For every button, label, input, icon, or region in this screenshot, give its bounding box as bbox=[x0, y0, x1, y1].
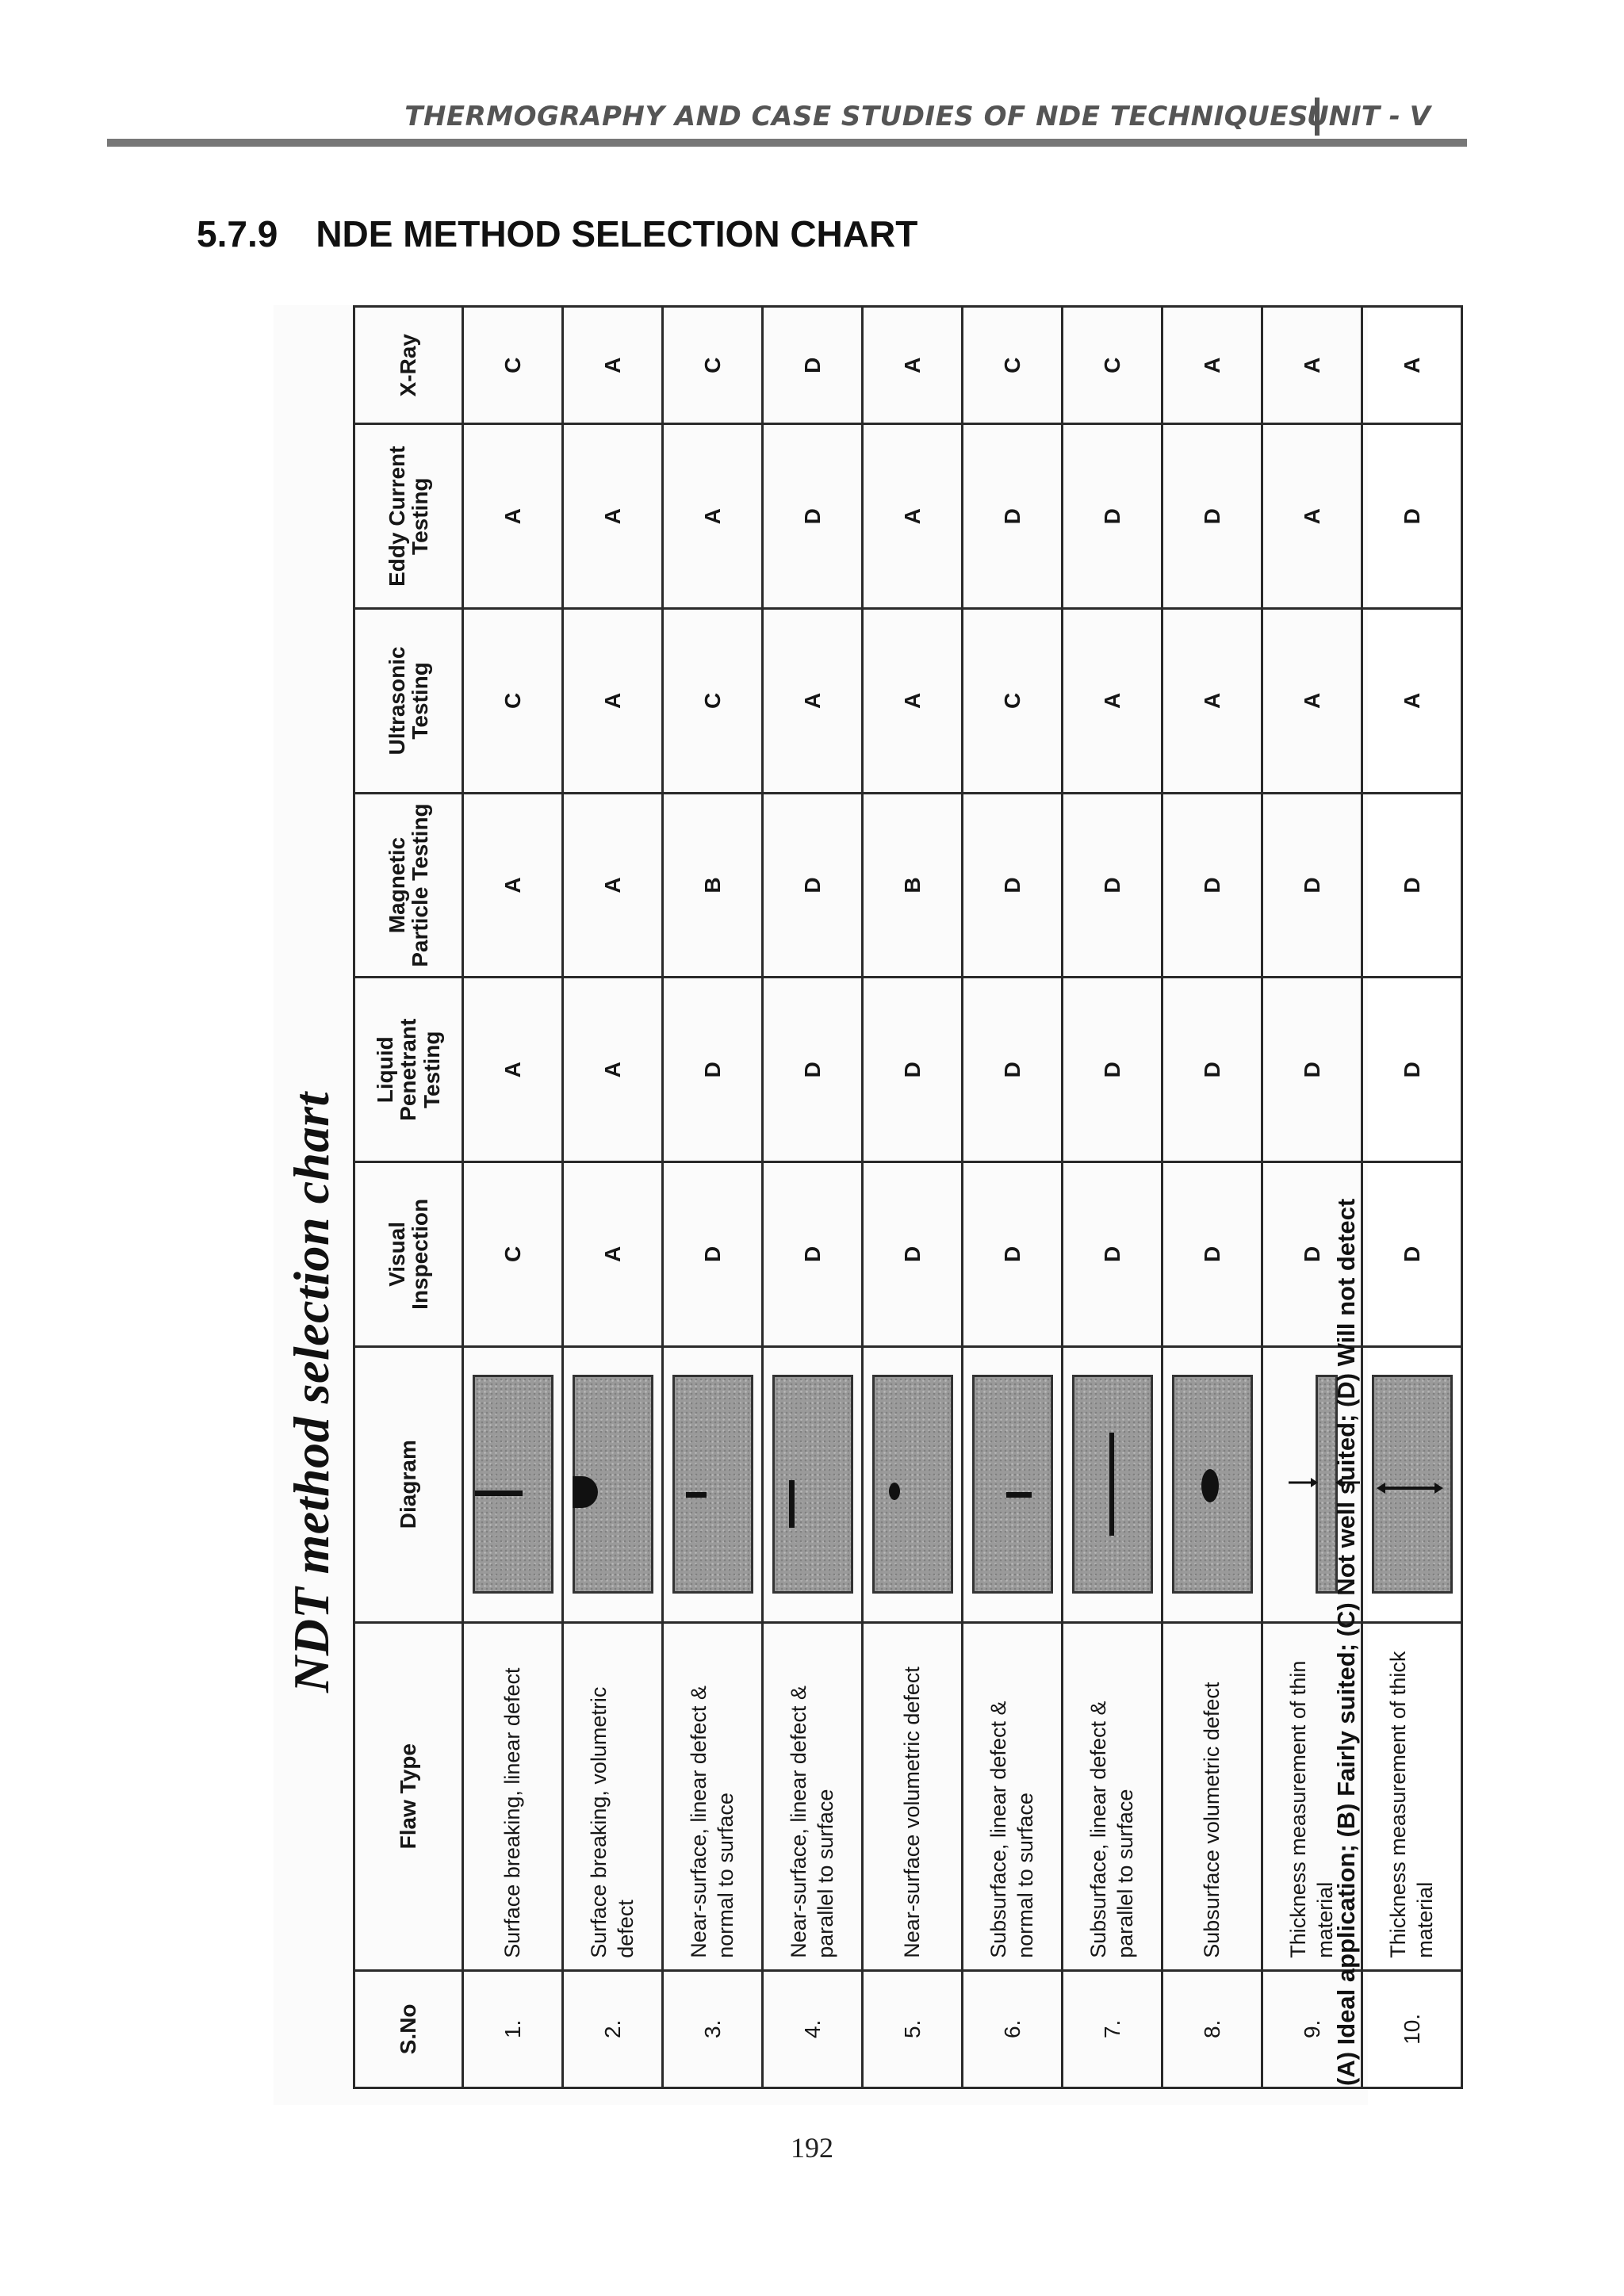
cell-flaw-type: Surface breaking, volumetric defect bbox=[563, 1622, 663, 1970]
cell-liquid: D bbox=[663, 978, 763, 1162]
cell-visual: D bbox=[1063, 1162, 1162, 1347]
cell-xray: A bbox=[1262, 307, 1362, 424]
diagram-near-surface-volumetric-defect bbox=[863, 1346, 963, 1622]
cell-xray: C bbox=[963, 307, 1063, 424]
table-row bbox=[1063, 307, 1162, 2088]
cell-flaw-type: Near-surface, linear defect & parallel to surface bbox=[763, 1622, 863, 1970]
cell-magnetic: D bbox=[963, 793, 1063, 978]
cell-eddy: D bbox=[963, 424, 1063, 609]
cell-liquid: D bbox=[1162, 978, 1262, 1162]
cell-ultrasonic: C bbox=[663, 609, 763, 794]
cell-eddy: A bbox=[1262, 424, 1362, 609]
scanned-chart bbox=[274, 305, 1437, 2105]
cell-liquid: D bbox=[1063, 978, 1162, 1162]
diagram-near-surface-parallel-defect bbox=[763, 1346, 863, 1622]
page-number: 192 bbox=[791, 2132, 833, 2164]
cell-sno: 3. bbox=[663, 1970, 763, 2087]
cell-ultrasonic: A bbox=[1362, 609, 1462, 794]
table-header-row bbox=[354, 307, 463, 2088]
cell-xray: A bbox=[863, 307, 963, 424]
header-magnetic: Magnetic Particle Testing bbox=[354, 793, 463, 978]
cell-flaw-type: Subsurface volumetric defect bbox=[1162, 1622, 1262, 1970]
cell-visual: D bbox=[1362, 1162, 1462, 1347]
cell-liquid: D bbox=[763, 978, 863, 1162]
cell-liquid: D bbox=[863, 978, 963, 1162]
running-header bbox=[107, 101, 1467, 140]
header-rule bbox=[107, 139, 1467, 147]
cell-flaw-type: Near-surface volumetric defect bbox=[863, 1622, 963, 1970]
header-diagram: Diagram bbox=[354, 1346, 463, 1622]
diagram-near-surface-normal-defect bbox=[663, 1346, 763, 1622]
header-eddy: Eddy Current Testing bbox=[354, 424, 463, 609]
table-row bbox=[463, 307, 563, 2088]
cell-visual: D bbox=[863, 1162, 963, 1347]
cell-ultrasonic: A bbox=[763, 609, 863, 794]
diagram-subsurface-volumetric-defect bbox=[1162, 1346, 1262, 1622]
diagram-thick-material-thickness bbox=[1362, 1346, 1462, 1622]
cell-eddy: D bbox=[1362, 424, 1462, 609]
table-row bbox=[1362, 307, 1462, 2088]
cell-visual: A bbox=[563, 1162, 663, 1347]
table-row bbox=[563, 307, 663, 2088]
cell-sno: 1. bbox=[463, 1970, 563, 2087]
cell-ultrasonic: A bbox=[563, 609, 663, 794]
cell-xray: A bbox=[563, 307, 663, 424]
rating-legend: (A) Ideal application; (B) Fairly suited; (C) Not well suited; (D) Will not detect bbox=[1332, 1198, 1360, 2086]
running-header-unit: UNIT - V bbox=[1306, 101, 1431, 132]
cell-visual: C bbox=[463, 1162, 563, 1347]
cell-sno: 10. bbox=[1362, 1970, 1462, 2087]
cell-flaw-type: Subsurface, linear defect & normal to surface bbox=[963, 1622, 1063, 1970]
cell-visual: D bbox=[1262, 1162, 1362, 1347]
table-row bbox=[1162, 307, 1262, 2088]
table-row bbox=[663, 307, 763, 2088]
cell-xray: A bbox=[1362, 307, 1462, 424]
cell-eddy: D bbox=[1162, 424, 1262, 609]
running-header-title: THERMOGRAPHY AND CASE STUDIES OF NDE TECHNIQUES bbox=[404, 101, 1308, 132]
cell-magnetic: D bbox=[1162, 793, 1262, 978]
diagram-subsurface-normal-defect bbox=[963, 1346, 1063, 1622]
cell-magnetic: B bbox=[663, 793, 763, 978]
cell-visual: D bbox=[1162, 1162, 1262, 1347]
cell-flaw-type: Surface breaking, linear defect bbox=[463, 1622, 563, 1970]
cell-visual: D bbox=[663, 1162, 763, 1347]
cell-sno: 2. bbox=[563, 1970, 663, 2087]
thickness-arrows-icon bbox=[1374, 1382, 1446, 1591]
table-row bbox=[863, 307, 963, 2088]
cell-ultrasonic: C bbox=[463, 609, 563, 794]
cell-liquid: A bbox=[563, 978, 663, 1162]
cell-liquid: A bbox=[463, 978, 563, 1162]
cell-liquid: D bbox=[1262, 978, 1362, 1162]
header-flaw-type: Flaw Type bbox=[354, 1622, 463, 1970]
cell-magnetic: D bbox=[1262, 793, 1362, 978]
cell-ultrasonic: A bbox=[863, 609, 963, 794]
header-ultrasonic: Ultrasonic Testing bbox=[354, 609, 463, 794]
cell-magnetic: A bbox=[563, 793, 663, 978]
cell-magnetic: D bbox=[763, 793, 863, 978]
cell-sno: 8. bbox=[1162, 1970, 1262, 2087]
chart-title: NDT method selection chart bbox=[283, 1092, 339, 1693]
cell-ultrasonic: A bbox=[1262, 609, 1362, 794]
cell-flaw-type: Thickness measurement of thin material bbox=[1262, 1622, 1362, 1970]
cell-flaw-type: Near-surface, linear defect & normal to surface bbox=[663, 1622, 763, 1970]
cell-sno: 9. bbox=[1262, 1970, 1362, 2087]
cell-xray: C bbox=[463, 307, 563, 424]
section-number: 5.7.9 bbox=[197, 213, 278, 254]
diagram-subsurface-parallel-defect bbox=[1063, 1346, 1162, 1622]
cell-visual: D bbox=[763, 1162, 863, 1347]
cell-liquid: D bbox=[1362, 978, 1462, 1162]
rotated-chart-content bbox=[274, 305, 1437, 2105]
table-row bbox=[963, 307, 1063, 2088]
cell-magnetic: B bbox=[863, 793, 963, 978]
cell-sno: 4. bbox=[763, 1970, 863, 2087]
diagram-surface-volumetric-defect bbox=[563, 1346, 663, 1622]
table-row bbox=[763, 307, 863, 2088]
cell-eddy: A bbox=[863, 424, 963, 609]
cell-liquid: D bbox=[963, 978, 1063, 1162]
cell-magnetic: A bbox=[463, 793, 563, 978]
cell-eddy: A bbox=[463, 424, 563, 609]
cell-magnetic: D bbox=[1063, 793, 1162, 978]
cell-visual: D bbox=[963, 1162, 1063, 1347]
cell-xray: C bbox=[1063, 307, 1162, 424]
cell-sno: 7. bbox=[1063, 1970, 1162, 2087]
cell-flaw-type: Subsurface, linear defect & parallel to surface bbox=[1063, 1622, 1162, 1970]
cell-ultrasonic: C bbox=[963, 609, 1063, 794]
cell-sno: 6. bbox=[963, 1970, 1063, 2087]
diagram-surface-linear-defect bbox=[463, 1346, 563, 1622]
section-title bbox=[197, 212, 917, 255]
cell-xray: C bbox=[663, 307, 763, 424]
cell-magnetic: D bbox=[1362, 793, 1462, 978]
ndt-selection-table bbox=[353, 305, 1463, 2089]
cell-sno: 5. bbox=[863, 1970, 963, 2087]
header-liquid: Liquid Penetrant Testing bbox=[354, 978, 463, 1162]
cell-eddy: D bbox=[763, 424, 863, 609]
cell-ultrasonic: A bbox=[1162, 609, 1262, 794]
header-xray: X-Ray bbox=[354, 307, 463, 424]
cell-ultrasonic: A bbox=[1063, 609, 1162, 794]
cell-xray: D bbox=[763, 307, 863, 424]
cell-xray: A bbox=[1162, 307, 1262, 424]
section-heading: NDE METHOD SELECTION CHART bbox=[316, 213, 918, 254]
header-sno: S.No bbox=[354, 1970, 463, 2087]
cell-flaw-type: Thickness measurement of thick material bbox=[1362, 1622, 1462, 1970]
cell-eddy: D bbox=[1063, 424, 1162, 609]
cell-eddy: A bbox=[663, 424, 763, 609]
header-visual: Visual Inspection bbox=[354, 1162, 463, 1347]
cell-eddy: A bbox=[563, 424, 663, 609]
